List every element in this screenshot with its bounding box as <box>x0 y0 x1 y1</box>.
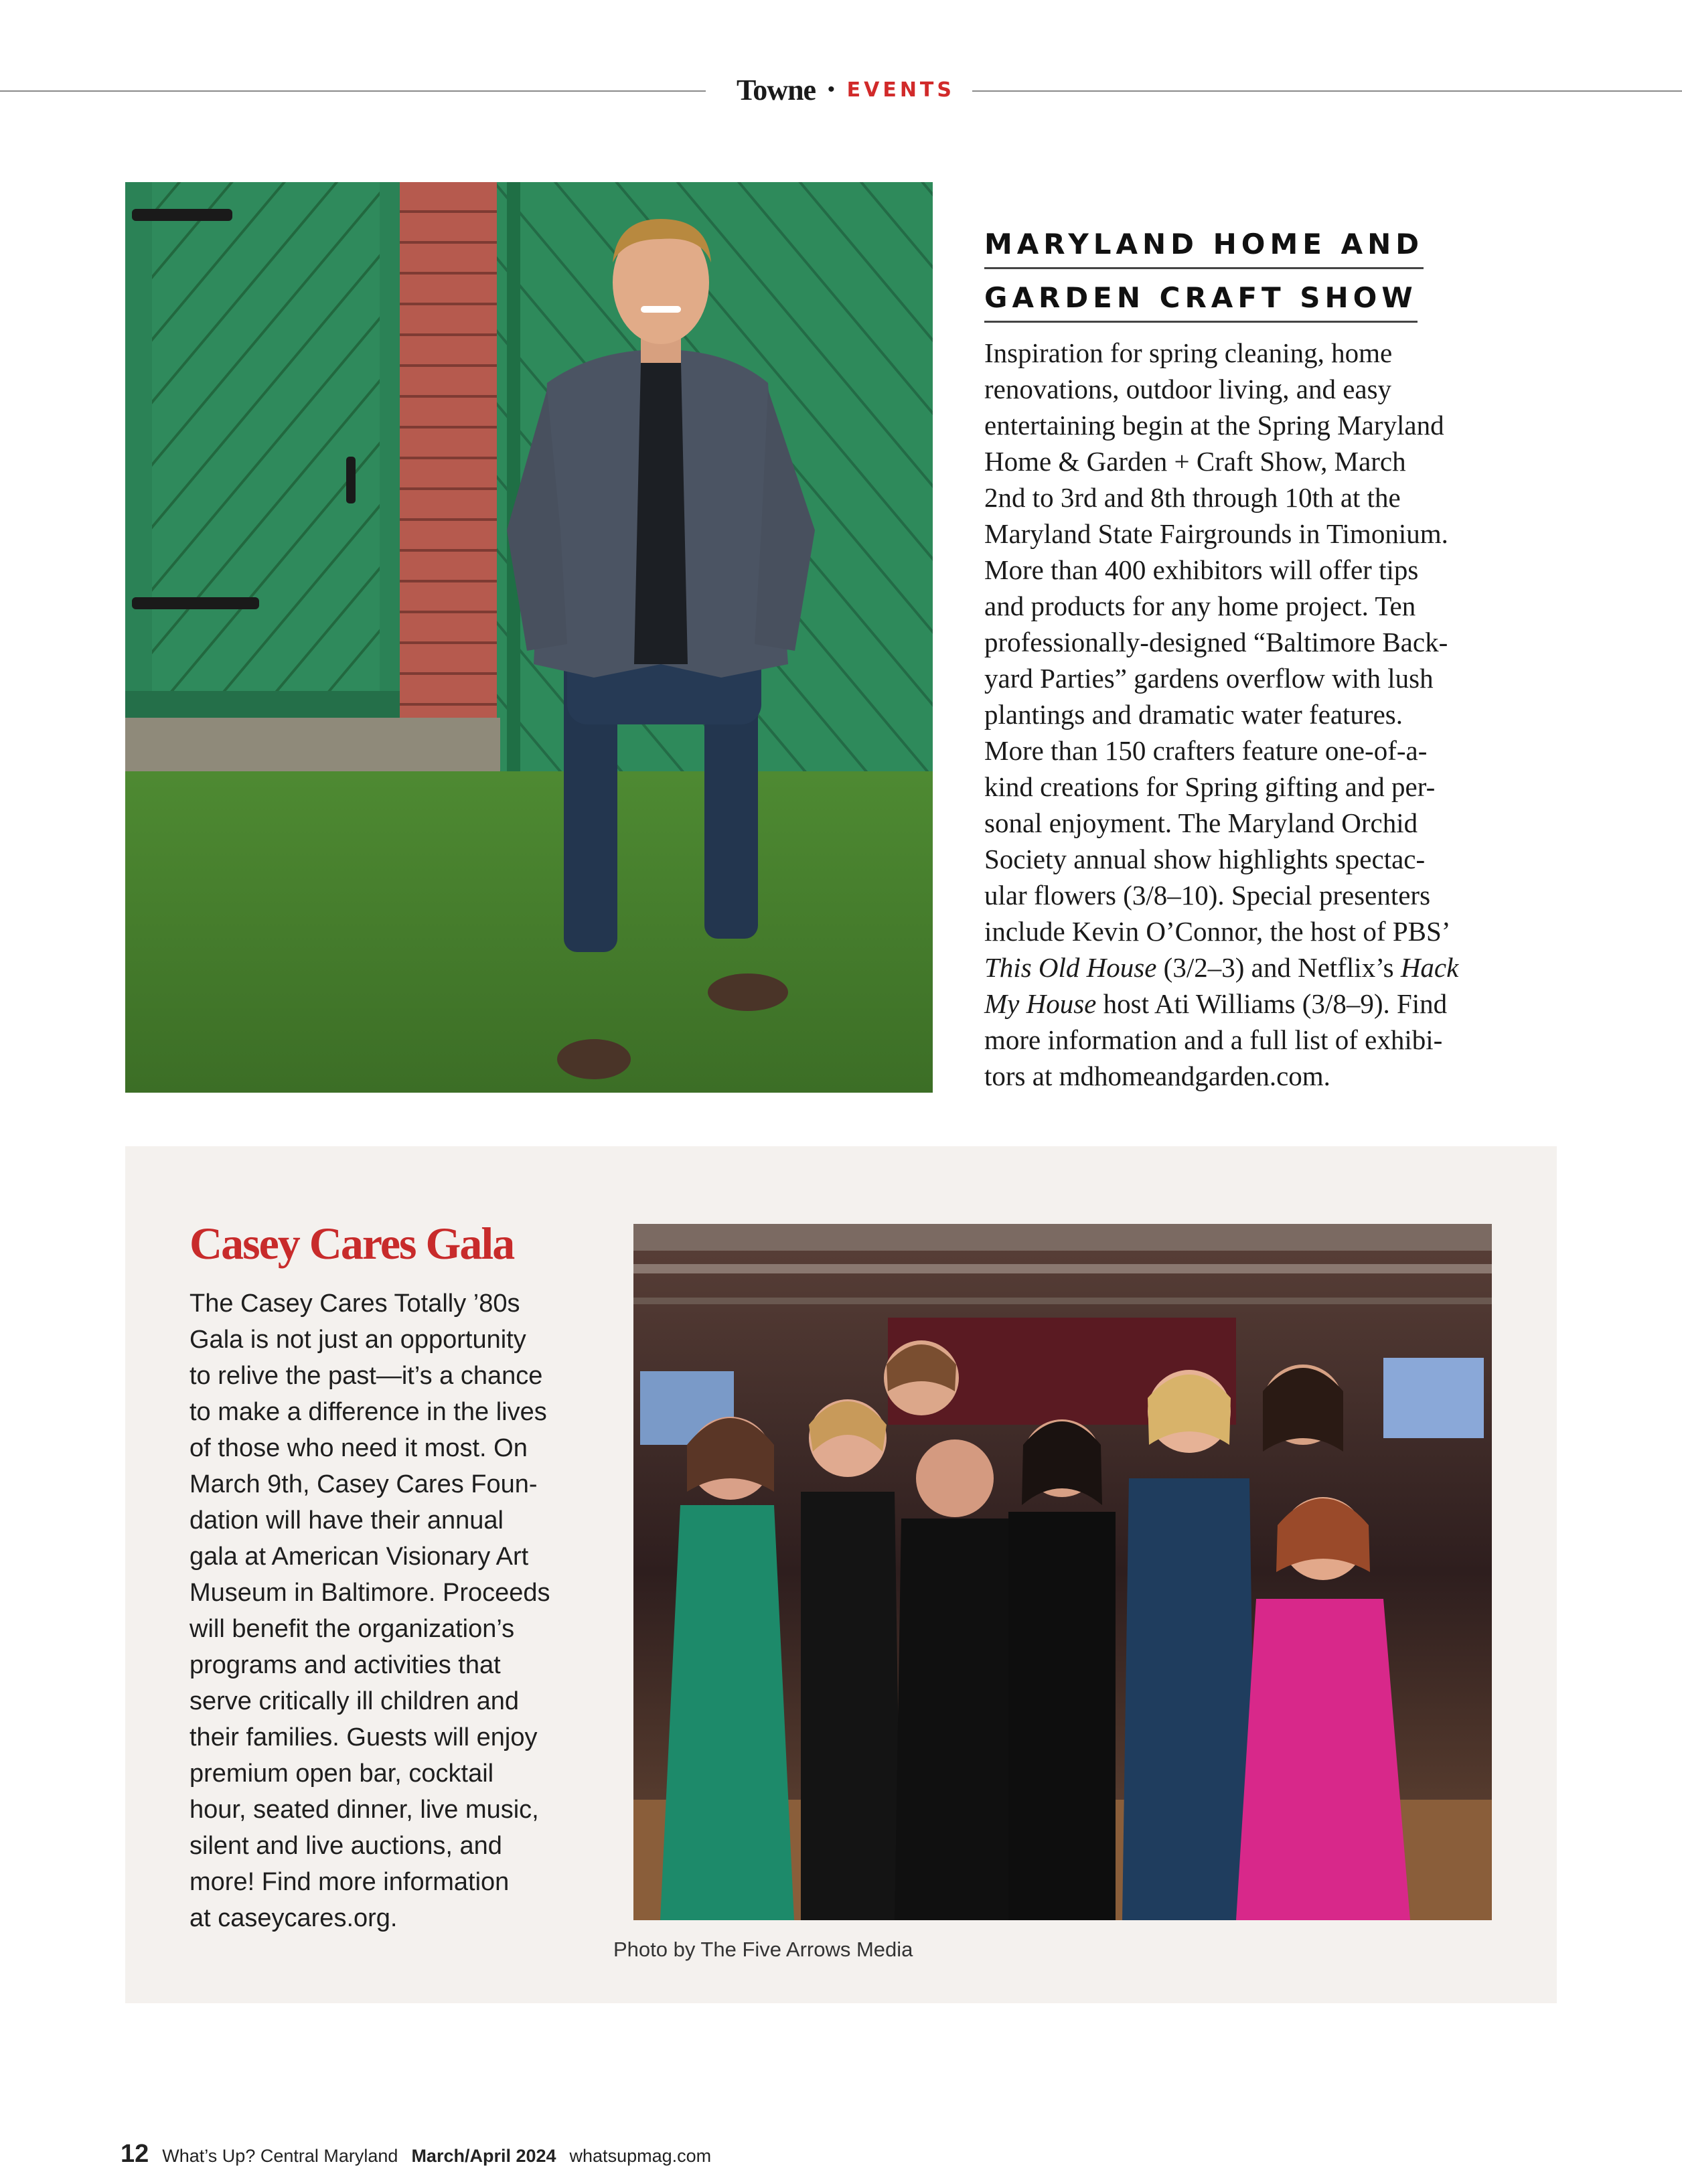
gala-body <box>189 1285 605 1936</box>
body-line: Society annual show highlights spectac- <box>984 844 1426 874</box>
home-show-title <box>984 228 1453 335</box>
body-line: entertaining begin at the Spring Maryland <box>984 410 1444 441</box>
body-line: sonal enjoyment. The Maryland Orchid <box>984 807 1418 838</box>
body-line: yard Parties” gardens overflow with lush <box>984 663 1434 694</box>
gala-body-line: their families. Guests will enjoy <box>189 1723 538 1751</box>
gala-body-line: more! Find more information <box>189 1868 510 1896</box>
gala-body-line: programs and activities that <box>189 1651 501 1679</box>
body-line: tors at mdhomeandgarden.com. <box>984 1061 1330 1091</box>
gala-body-line: to relive the past—it’s a chance <box>189 1362 543 1390</box>
gala-body-line: silent and live auctions, and <box>189 1832 502 1860</box>
gala-body-line: to make a difference in the lives <box>189 1398 547 1426</box>
show-title-hack: Hack <box>1400 952 1459 983</box>
gala-body-line: dation will have their annual <box>189 1506 504 1535</box>
home-show-title-line-1: MARYLAND HOME AND <box>984 228 1424 269</box>
home-show-body <box>984 335 1520 1094</box>
body-line-italic-title <box>984 986 1520 1022</box>
barn-photo-illustration <box>125 182 933 1093</box>
section-header <box>737 70 955 110</box>
gala-body-line: of those who need it most. On <box>189 1434 528 1462</box>
home-show-title-line-2: GARDEN CRAFT SHOW <box>984 281 1418 323</box>
body-text-fragment: host Ati Williams (3/8–9). Find <box>1096 988 1448 1019</box>
body-line: renovations, outdoor living, and easy <box>984 374 1392 404</box>
body-line-italic-title <box>984 949 1520 986</box>
show-title-my-house: My House <box>984 988 1097 1019</box>
gala-body-line: at caseycares.org. <box>189 1904 398 1932</box>
body-line: kind creations for Spring gifting and per- <box>984 771 1436 802</box>
gala-body-line: Gala is not just an opportunity <box>189 1326 526 1354</box>
home-show-photo <box>125 182 933 1093</box>
header-rule-left <box>0 90 706 92</box>
publication-name: What’s Up? Central Maryland <box>162 2146 398 2166</box>
page-footer <box>121 2140 711 2169</box>
show-title-this-old-house: This Old House <box>984 952 1157 983</box>
gala-body-line: The Casey Cares Totally ’80s <box>189 1290 520 1318</box>
body-line: more information and a full list of exhibi- <box>984 1024 1443 1055</box>
gala-body-line: will benefit the organization’s <box>189 1615 515 1643</box>
body-line: Maryland State Fairgrounds in Timonium. <box>984 518 1448 549</box>
gala-title: Casey Cares Gala <box>189 1218 514 1269</box>
body-line: and products for any home project. Ten <box>984 591 1416 621</box>
website: whatsupmag.com <box>569 2146 712 2166</box>
gala-body-line: hour, seated dinner, live music, <box>189 1796 539 1824</box>
gala-body-line: Museum in Baltimore. Proceeds <box>189 1579 550 1607</box>
body-line: More than 400 exhibitors will offer tips <box>984 554 1419 585</box>
body-line: More than 150 crafters feature one-of-a- <box>984 735 1428 766</box>
body-line: plantings and dramatic water features. <box>984 699 1403 730</box>
photo-credit: Photo by The Five Arrows Media <box>613 1938 913 1961</box>
header-rule-right <box>972 90 1682 92</box>
gala-body-line: serve critically ill children and <box>189 1687 520 1715</box>
body-text-fragment: (3/2–3) and Netflix’s <box>1156 952 1401 983</box>
header-separator: • <box>828 78 835 100</box>
body-line: Inspiration for spring cleaning, home <box>984 337 1393 368</box>
section-name: EVENTS <box>846 78 955 102</box>
gala-body-line: gala at American Visionary Art <box>189 1543 529 1571</box>
gala-group-photo <box>633 1224 1492 1920</box>
issue-date: March/April 2024 <box>411 2146 556 2166</box>
body-line: ular flowers (3/8–10). Special presenters <box>984 880 1431 911</box>
body-line: Home & Garden + Craft Show, March <box>984 446 1406 477</box>
page-number: 12 <box>121 2140 149 2168</box>
gala-body-line: premium open bar, cocktail <box>189 1760 494 1788</box>
body-line: include Kevin O’Connor, the host of PBS’ <box>984 916 1451 947</box>
body-line: 2nd to 3rd and 8th through 10th at the <box>984 482 1401 513</box>
body-line: professionally-designed “Baltimore Back- <box>984 627 1448 657</box>
gala-body-line: March 9th, Casey Cares Foun- <box>189 1470 538 1498</box>
brand-name: Towne <box>737 73 816 106</box>
gala-photo-illustration <box>633 1224 1492 1920</box>
